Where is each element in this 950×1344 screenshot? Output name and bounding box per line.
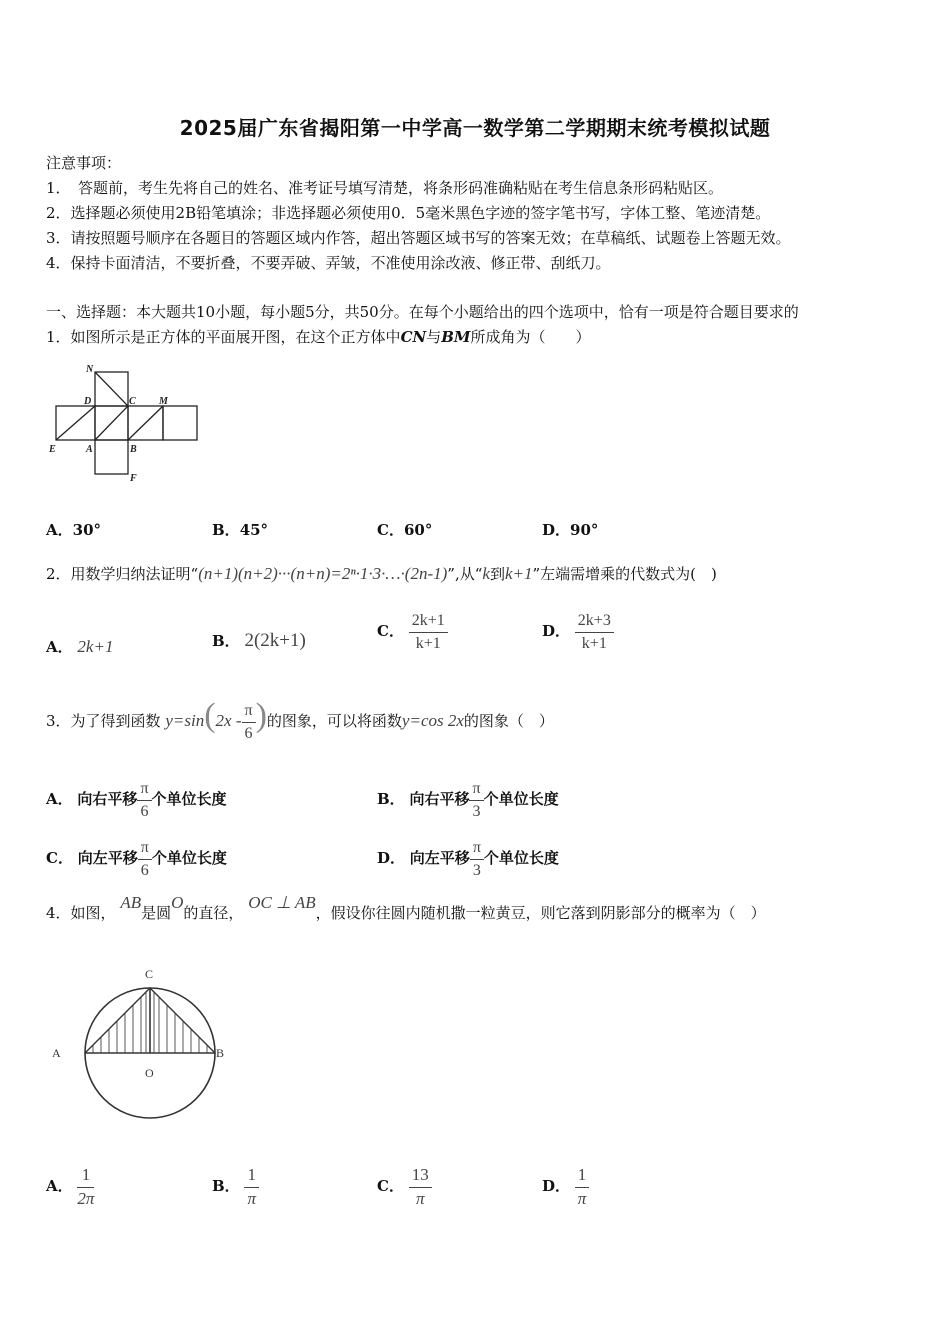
question-text: 如图所示是正方体的平面展开图，在这个正方体中 bbox=[70, 328, 401, 346]
option-label: C． bbox=[377, 622, 404, 641]
fraction-denominator: 6 bbox=[244, 724, 253, 742]
var-k-plus-1: k+1 bbox=[504, 564, 533, 583]
option-label: A． bbox=[46, 521, 73, 539]
fraction-denominator: 3 bbox=[472, 861, 481, 879]
line-cn: CN bbox=[400, 328, 427, 346]
cube-net-figure bbox=[46, 362, 206, 487]
option-text: 个单位长度 bbox=[151, 790, 227, 809]
question-1 bbox=[46, 326, 591, 347]
question-text: 用数学归纳法证明“ bbox=[70, 565, 199, 583]
fraction bbox=[138, 839, 152, 879]
question-4 bbox=[46, 893, 766, 923]
option-value: 45° bbox=[239, 521, 269, 539]
question-text: ，假设你往圆内随机撒一粒黄豆，则它落到阴影部分的概率为（ ） bbox=[315, 904, 766, 922]
option-c bbox=[377, 612, 448, 652]
question-text: 与 bbox=[426, 328, 442, 346]
section-heading: 一、选择题：本大题共10小题，每小题5分，共50分。在每个小题给出的四个选项中，恰有一项是符合题目要求的 bbox=[46, 303, 799, 321]
fraction bbox=[409, 612, 448, 652]
option-label: C． bbox=[46, 849, 73, 868]
option-text: 个单位长度 bbox=[151, 849, 227, 868]
notice-item: 1． 答题前，考生先将自己的姓名、准考证号填写清楚，将条形码准确粘贴在考生信息条形码粘贴区。 bbox=[46, 179, 724, 197]
fraction-numerator: 1 bbox=[244, 1166, 259, 1188]
notice-heading: 注意事项： bbox=[46, 154, 122, 172]
option-label: B． bbox=[212, 521, 240, 539]
fraction-denominator: 2π bbox=[77, 1188, 95, 1208]
page-title: 2025届广东省揭阳第一中学高一数学第二学期期末统考模拟试题 bbox=[179, 116, 771, 140]
option-text: 向左平移 bbox=[77, 849, 138, 868]
option-b bbox=[212, 1166, 259, 1208]
function-1 bbox=[165, 697, 267, 742]
fraction bbox=[77, 1166, 94, 1208]
question-text: ”,从“ bbox=[447, 565, 483, 583]
option-label: B． bbox=[212, 632, 240, 650]
question-text: 的图象（ ） bbox=[463, 712, 554, 730]
option-a bbox=[46, 519, 101, 540]
fraction-denominator: k+1 bbox=[581, 634, 607, 652]
option-a bbox=[46, 636, 113, 657]
fraction-denominator: π bbox=[247, 1188, 256, 1208]
option-c bbox=[46, 839, 227, 879]
question-text: 是圆 bbox=[141, 904, 172, 922]
option-a bbox=[46, 1166, 94, 1208]
circle-figure bbox=[46, 960, 236, 1130]
option-label: A． bbox=[46, 638, 73, 656]
question-2 bbox=[46, 563, 717, 584]
option-d bbox=[542, 519, 598, 540]
option-value: 2(2k+1) bbox=[244, 630, 306, 651]
fraction-numerator: 1 bbox=[77, 1166, 94, 1188]
fraction bbox=[575, 1166, 590, 1208]
option-d bbox=[542, 612, 614, 652]
option-a bbox=[46, 780, 227, 820]
label-d: D bbox=[84, 396, 92, 407]
label-b: B bbox=[130, 444, 137, 455]
option-label: D． bbox=[542, 622, 571, 641]
option-text: 个单位长度 bbox=[483, 849, 559, 868]
question-text: ”左端需增乘的代数式为( ) bbox=[532, 565, 717, 583]
induction-formula: (n+1)(n+2)···(n+n)=2ⁿ·1·3·…·(2n-1) bbox=[198, 564, 448, 583]
option-b bbox=[212, 519, 268, 540]
option-b bbox=[377, 780, 559, 820]
var-ab: AB bbox=[120, 893, 142, 912]
option-c bbox=[377, 519, 432, 540]
label-o: O bbox=[145, 1066, 154, 1080]
fraction-numerator: π bbox=[137, 780, 151, 801]
notice-item: 4．保持卡面清洁，不要折叠，不要弄破、弄皱，不准使用涂改液、修正带、刮纸刀。 bbox=[46, 254, 611, 272]
fraction bbox=[469, 780, 483, 820]
fraction-numerator: π bbox=[470, 839, 484, 860]
label-m: M bbox=[159, 396, 168, 407]
option-label: D． bbox=[377, 849, 406, 868]
question-number: 4． bbox=[46, 904, 71, 922]
option-label: A． bbox=[46, 1177, 73, 1196]
option-label: D． bbox=[542, 1177, 571, 1196]
fraction bbox=[242, 702, 256, 742]
option-b bbox=[212, 630, 306, 652]
fraction-numerator: 2k+3 bbox=[575, 612, 614, 633]
label-c: C bbox=[129, 396, 136, 407]
question-3 bbox=[46, 697, 554, 742]
fraction-numerator: π bbox=[242, 702, 256, 723]
fraction-numerator: π bbox=[469, 780, 483, 801]
question-text: 的图象，可以将函数 bbox=[266, 712, 402, 730]
question-number: 3． bbox=[46, 712, 71, 730]
question-number: 1． bbox=[46, 328, 71, 346]
fraction-numerator: 2k+1 bbox=[409, 612, 448, 633]
fraction bbox=[575, 612, 614, 652]
question-text: 到 bbox=[489, 565, 505, 583]
fraction bbox=[244, 1166, 259, 1208]
function-2: y=cos 2x bbox=[401, 711, 464, 730]
option-value: 2k+1 bbox=[77, 637, 114, 656]
option-text: 向右平移 bbox=[409, 790, 470, 809]
option-d bbox=[377, 839, 559, 879]
fraction-numerator: π bbox=[138, 839, 152, 860]
option-label: B． bbox=[377, 790, 405, 809]
notice-item: 3．请按照题号顺序在各题目的答题区域内作答，超出答题区域书写的答案无效；在草稿纸、试题卷上答题无效。 bbox=[46, 229, 791, 247]
fraction-denominator: 6 bbox=[140, 861, 149, 879]
option-value: 30° bbox=[72, 521, 102, 539]
question-number: 2． bbox=[46, 565, 71, 583]
label-n: N bbox=[86, 364, 94, 375]
fraction-denominator: π bbox=[415, 1188, 425, 1208]
option-d bbox=[542, 1166, 589, 1208]
function-1-head: y=sin bbox=[165, 711, 205, 730]
option-value: 90° bbox=[570, 521, 599, 539]
option-label: C． bbox=[377, 1177, 404, 1196]
fraction-denominator: π bbox=[577, 1188, 587, 1208]
fraction bbox=[470, 839, 484, 879]
option-text: 向右平移 bbox=[77, 790, 138, 809]
fraction-numerator: 1 bbox=[575, 1166, 590, 1188]
paren-right: ) bbox=[255, 697, 267, 734]
label-a: A bbox=[86, 444, 93, 455]
paren-left: ( bbox=[204, 697, 216, 734]
label-c: C bbox=[145, 967, 154, 981]
label-e: E bbox=[49, 444, 56, 455]
fraction-numerator: 13 bbox=[409, 1166, 432, 1188]
line-bm: BM bbox=[441, 328, 471, 346]
option-label: B． bbox=[212, 1177, 240, 1196]
fraction bbox=[137, 780, 151, 820]
var-o: O bbox=[171, 893, 184, 912]
label-b: B bbox=[216, 1046, 225, 1060]
fraction-denominator: 3 bbox=[472, 802, 481, 820]
function-1-arg: 2x - bbox=[215, 711, 242, 730]
question-text: 所成角为（ ） bbox=[470, 328, 591, 346]
option-text: 向左平移 bbox=[409, 849, 470, 868]
fraction bbox=[409, 1166, 432, 1208]
label-a: A bbox=[52, 1046, 61, 1060]
option-value: 60° bbox=[403, 521, 433, 539]
var-k: k bbox=[482, 564, 490, 583]
option-label: D． bbox=[542, 521, 571, 539]
option-text: 个单位长度 bbox=[483, 790, 559, 809]
label-f: F bbox=[130, 473, 137, 484]
question-text: 的直径， bbox=[183, 904, 244, 922]
option-c bbox=[377, 1166, 432, 1208]
fraction-denominator: 6 bbox=[140, 802, 149, 820]
notice-item: 2．选择题必须使用2B铅笔填涂；非选择题必须使用0．5毫米黑色字迹的签字笔书写，字体工整、笔迹清楚。 bbox=[46, 204, 771, 222]
option-label: C． bbox=[377, 521, 404, 539]
perpendicular-relation: OC ⊥ AB bbox=[248, 893, 316, 912]
question-text: 为了得到函数 bbox=[70, 712, 161, 730]
fraction-denominator: k+1 bbox=[415, 634, 441, 652]
option-label: A． bbox=[46, 790, 73, 809]
question-text: 如图， bbox=[70, 904, 116, 922]
